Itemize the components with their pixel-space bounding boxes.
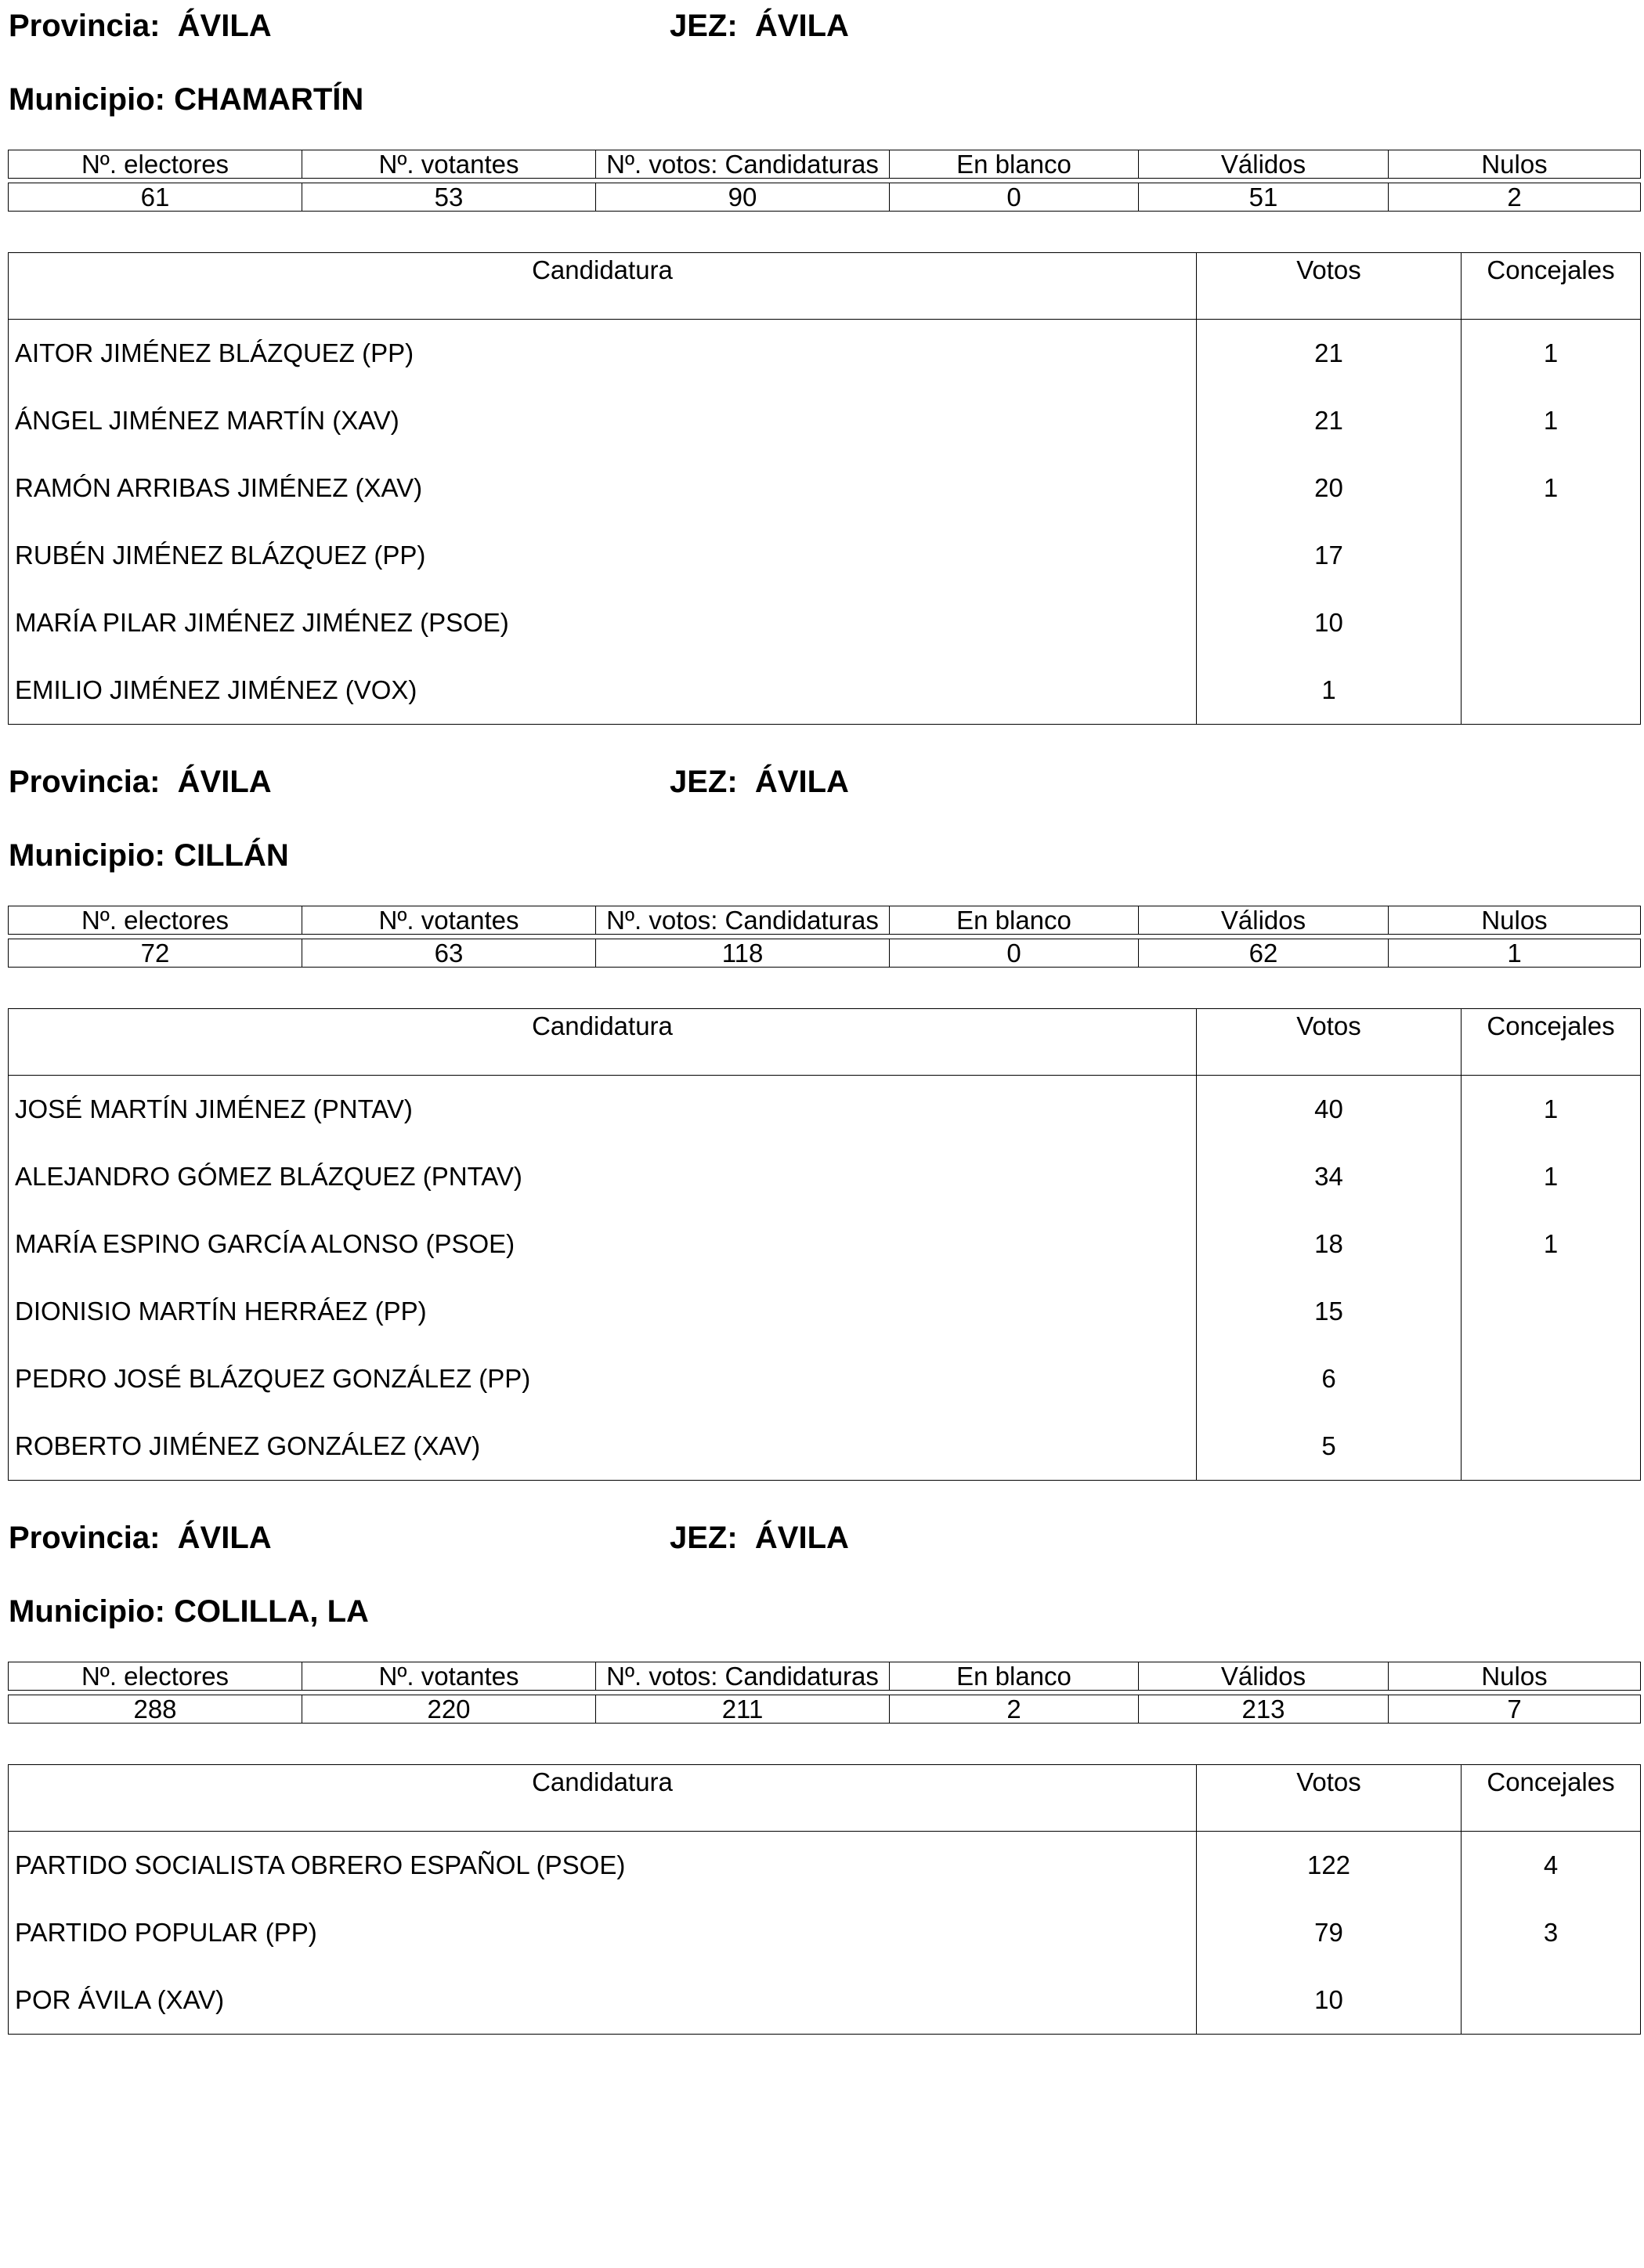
candidates-header-cell: Votos [1197, 1009, 1462, 1076]
stats-value-cell: 2 [1389, 183, 1641, 212]
stats-value-cell: 72 [9, 939, 302, 968]
stats-header-row [9, 906, 1641, 935]
stats-value-cell: 90 [596, 183, 890, 212]
stats-value-cell: 53 [302, 183, 596, 212]
stats-header-cell: Nulos [1389, 1662, 1641, 1691]
stats-header-cell: En blanco [890, 150, 1139, 179]
candidate-votes: 20 [1197, 454, 1462, 522]
candidates-header-cell: Concejales [1462, 1765, 1641, 1832]
stats-header-cell: Nº. electores [9, 150, 302, 179]
stats-header-cell: Nulos [1389, 906, 1641, 935]
stats-grid [8, 906, 1641, 968]
stats-header-cell: Nº. electores [9, 1662, 302, 1691]
provincia-value: ÁVILA [177, 765, 272, 799]
stats-value-cell: 1 [1389, 939, 1641, 968]
candidate-row [9, 320, 1641, 388]
candidate-row [9, 589, 1641, 657]
candidate-seats [1462, 522, 1641, 589]
stats-table [8, 906, 1640, 968]
candidate-votes: 79 [1197, 1899, 1462, 1966]
stats-header-row [9, 150, 1641, 179]
provincia-value: ÁVILA [177, 9, 272, 43]
stats-value-cell: 62 [1139, 939, 1389, 968]
candidate-name: MARÍA ESPINO GARCÍA ALONSO (PSOE) [15, 1229, 515, 1258]
candidates-grid [8, 1764, 1641, 2035]
stats-value-cell: 51 [1139, 183, 1389, 212]
stats-value-cell: 118 [596, 939, 890, 968]
stats-value-cell: 7 [1389, 1695, 1641, 1724]
candidate-seats: 1 [1462, 387, 1641, 454]
candidate-seats: 4 [1462, 1832, 1641, 1900]
candidates-header-cell: Votos [1197, 253, 1462, 320]
stats-header-cell: Válidos [1139, 150, 1389, 179]
candidates-header-cell: Candidatura [9, 1009, 1197, 1076]
candidate-seats [1462, 1278, 1641, 1345]
candidates-grid [8, 252, 1641, 725]
candidate-votes: 10 [1197, 1966, 1462, 2035]
stats-header-cell: En blanco [890, 1662, 1139, 1691]
stats-value-row [9, 939, 1641, 968]
provincia-label: Provincia: [9, 9, 161, 43]
candidate-row [9, 1966, 1641, 2035]
candidate-seats: 1 [1462, 1143, 1641, 1210]
candidates-header-row [9, 1765, 1641, 1832]
stats-header-cell: Nº. votos: Candidaturas [596, 1662, 890, 1691]
provincia-heading [9, 766, 272, 798]
provincia-label: Provincia: [9, 1521, 161, 1555]
candidate-seats: 1 [1462, 454, 1641, 522]
candidate-votes: 40 [1197, 1076, 1462, 1144]
candidate-votes: 1 [1197, 657, 1462, 725]
candidate-name: DIONISIO MARTÍN HERRÁEZ (PP) [15, 1297, 427, 1326]
candidate-row [9, 387, 1641, 454]
candidate-row [9, 1413, 1641, 1481]
stats-header-cell: Nº. votantes [302, 906, 596, 935]
provincia-heading [9, 10, 272, 42]
stats-grid [8, 1662, 1641, 1724]
candidate-votes: 21 [1197, 320, 1462, 388]
candidate-seats: 1 [1462, 1210, 1641, 1278]
municipio-heading [9, 840, 289, 871]
candidates-table [8, 1008, 1640, 1481]
provincia-value: ÁVILA [177, 1521, 272, 1555]
candidate-row [9, 1899, 1641, 1966]
stats-value-cell: 61 [9, 183, 302, 212]
candidate-name: MARÍA PILAR JIMÉNEZ JIMÉNEZ (PSOE) [15, 608, 509, 637]
jez-label: JEZ: [670, 9, 738, 43]
jez-label: JEZ: [670, 765, 738, 799]
stats-value-cell: 0 [890, 183, 1139, 212]
jez-heading [670, 10, 849, 42]
stats-header-cell: Nº. votantes [302, 150, 596, 179]
candidate-name: RAMÓN ARRIBAS JIMÉNEZ (XAV) [15, 473, 423, 502]
candidate-row [9, 1143, 1641, 1210]
stats-value-cell: 0 [890, 939, 1139, 968]
candidate-seats: 1 [1462, 320, 1641, 388]
candidate-name: JOSÉ MARTÍN JIMÉNEZ (PNTAV) [15, 1094, 413, 1123]
candidate-votes: 17 [1197, 522, 1462, 589]
stats-header-row [9, 1662, 1641, 1691]
candidates-header-row [9, 253, 1641, 320]
candidate-name: PARTIDO POPULAR (PP) [15, 1918, 317, 1947]
municipality-section [0, 756, 1644, 1512]
candidate-row [9, 657, 1641, 725]
candidate-votes: 6 [1197, 1345, 1462, 1413]
candidate-name: RUBÉN JIMÉNEZ BLÁZQUEZ (PP) [15, 541, 426, 570]
candidates-header-cell: Concejales [1462, 253, 1641, 320]
municipio-heading [9, 1596, 369, 1627]
stats-table [8, 1662, 1640, 1724]
candidates-header-cell: Concejales [1462, 1009, 1641, 1076]
municipality-section [0, 1512, 1644, 2268]
candidate-name: EMILIO JIMÉNEZ JIMÉNEZ (VOX) [15, 675, 417, 704]
candidate-name: PEDRO JOSÉ BLÁZQUEZ GONZÁLEZ (PP) [15, 1364, 531, 1393]
jez-heading [670, 766, 849, 798]
stats-header-cell: Nº. votos: Candidaturas [596, 906, 890, 935]
candidate-votes: 34 [1197, 1143, 1462, 1210]
stats-header-cell: Nº. electores [9, 906, 302, 935]
candidate-row [9, 1278, 1641, 1345]
stats-header-cell: Nº. votos: Candidaturas [596, 150, 890, 179]
candidate-votes: 10 [1197, 589, 1462, 657]
provincia-label: Provincia: [9, 765, 161, 799]
candidates-header-cell: Votos [1197, 1765, 1462, 1832]
candidates-table [8, 252, 1640, 725]
stats-table [8, 150, 1640, 212]
stats-grid [8, 150, 1641, 212]
stats-header-cell: Válidos [1139, 1662, 1389, 1691]
candidate-name: POR ÁVILA (XAV) [15, 1985, 225, 2014]
candidate-votes: 18 [1197, 1210, 1462, 1278]
municipio-label: Municipio: [9, 82, 165, 117]
municipio-heading [9, 84, 363, 115]
stats-value-cell: 213 [1139, 1695, 1389, 1724]
municipality-section [0, 0, 1644, 756]
stats-header-cell: Válidos [1139, 906, 1389, 935]
municipio-value: CILLÁN [174, 838, 289, 873]
candidates-table [8, 1764, 1640, 2035]
candidates-grid [8, 1008, 1641, 1481]
candidate-name: ROBERTO JIMÉNEZ GONZÁLEZ (XAV) [15, 1431, 481, 1460]
stats-value-row [9, 183, 1641, 212]
municipio-label: Municipio: [9, 1594, 165, 1629]
stats-value-cell: 288 [9, 1695, 302, 1724]
candidate-votes: 5 [1197, 1413, 1462, 1481]
candidate-name: AITOR JIMÉNEZ BLÁZQUEZ (PP) [15, 338, 414, 367]
candidate-name: PARTIDO SOCIALISTA OBRERO ESPAÑOL (PSOE) [15, 1850, 626, 1879]
provincia-heading [9, 1522, 272, 1554]
jez-label: JEZ: [670, 1521, 738, 1555]
jez-value: ÁVILA [754, 9, 849, 43]
candidate-votes: 122 [1197, 1832, 1462, 1900]
candidate-seats [1462, 589, 1641, 657]
municipio-label: Municipio: [9, 838, 165, 873]
jez-value: ÁVILA [754, 1521, 849, 1555]
candidate-votes: 21 [1197, 387, 1462, 454]
candidate-votes: 15 [1197, 1278, 1462, 1345]
candidate-name: ÁNGEL JIMÉNEZ MARTÍN (XAV) [15, 406, 399, 435]
stats-value-cell: 2 [890, 1695, 1139, 1724]
stats-value-cell: 211 [596, 1695, 890, 1724]
candidate-row [9, 1210, 1641, 1278]
candidate-row [9, 1345, 1641, 1413]
candidate-name: ALEJANDRO GÓMEZ BLÁZQUEZ (PNTAV) [15, 1162, 522, 1191]
stats-header-cell: Nulos [1389, 150, 1641, 179]
municipio-value: COLILLA, LA [174, 1594, 369, 1629]
candidate-row [9, 1076, 1641, 1144]
stats-value-cell: 220 [302, 1695, 596, 1724]
candidate-row [9, 522, 1641, 589]
stats-header-cell: Nº. votantes [302, 1662, 596, 1691]
jez-heading [670, 1522, 849, 1554]
candidate-row [9, 1832, 1641, 1900]
stats-header-cell: En blanco [890, 906, 1139, 935]
candidate-seats [1462, 1966, 1641, 2035]
municipio-value: CHAMARTÍN [174, 82, 364, 117]
candidates-header-row [9, 1009, 1641, 1076]
stats-value-row [9, 1695, 1641, 1724]
candidate-row [9, 454, 1641, 522]
candidate-seats [1462, 1345, 1641, 1413]
candidates-header-cell: Candidatura [9, 1765, 1197, 1832]
jez-value: ÁVILA [754, 765, 849, 799]
candidates-header-cell: Candidatura [9, 253, 1197, 320]
candidate-seats [1462, 657, 1641, 725]
candidate-seats: 1 [1462, 1076, 1641, 1144]
candidate-seats: 3 [1462, 1899, 1641, 1966]
stats-value-cell: 63 [302, 939, 596, 968]
candidate-seats [1462, 1413, 1641, 1481]
